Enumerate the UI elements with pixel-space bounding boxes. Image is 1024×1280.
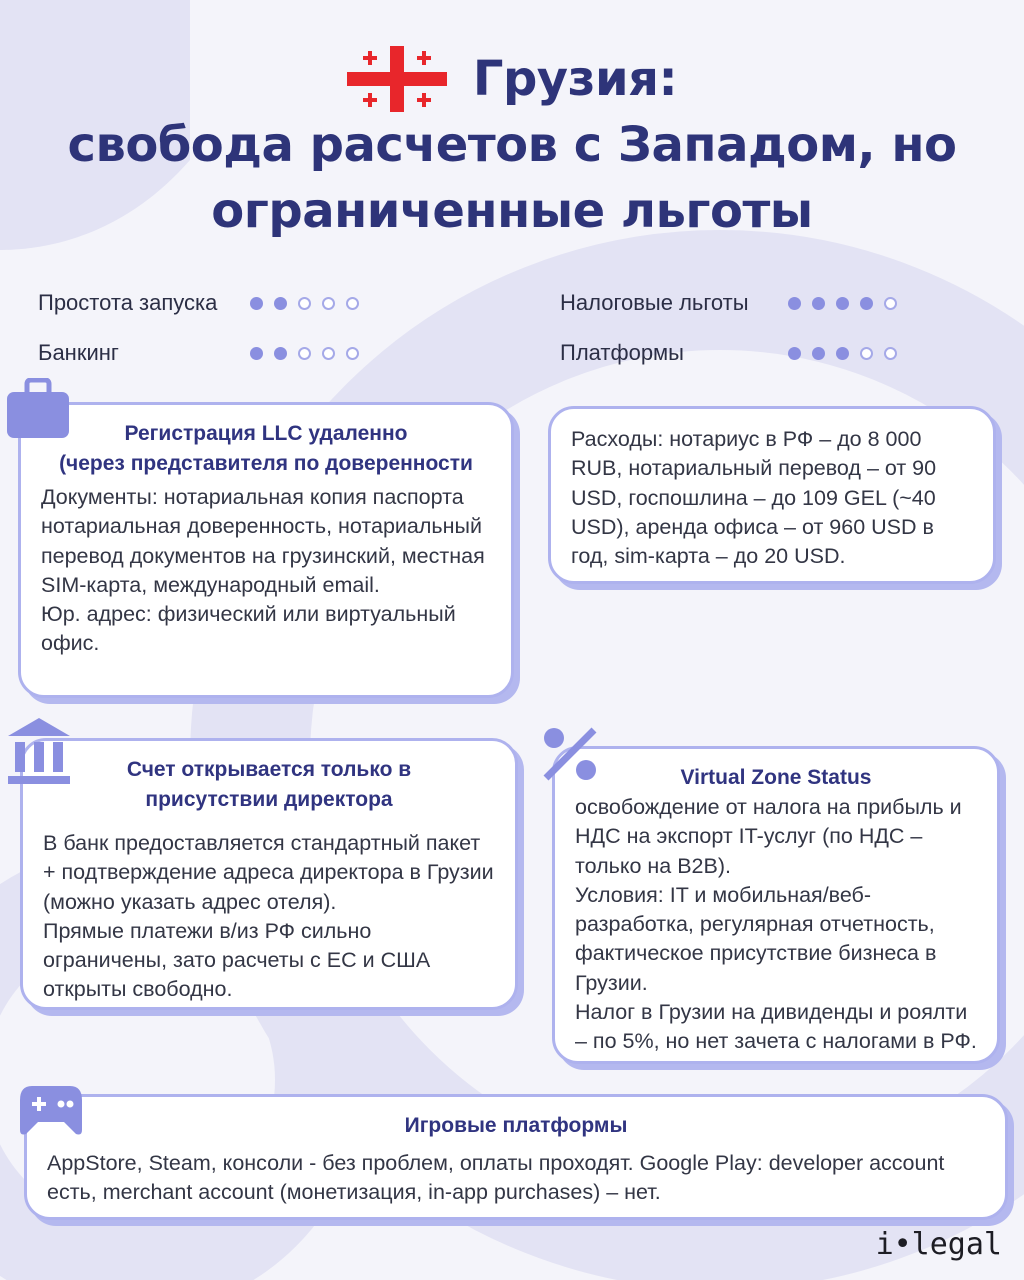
title-line-1: Грузия: [472,51,678,107]
title-line-3: ограниченные льготы [211,183,813,239]
rating-dot-filled [250,297,263,310]
gaming-title: Игровые платформы [404,1114,628,1137]
rating-label: Банкинг [38,340,119,365]
rating-dot-empty [884,347,897,360]
rating-label: Налоговые льготы [560,290,749,315]
bank-text-1: В банк предоставляется стандартный пакет + подтверждение адреса директора в Грузии (можно указать адрес отеля). [43,831,494,914]
rating-dot-filled [250,347,263,360]
gamepad-icon [18,1082,84,1138]
rating-dot-filled [860,297,873,310]
rating-dots [788,347,897,360]
registration-title [41,419,491,479]
registration-title-line1: Регистрация LLC удаленно [124,422,408,445]
page-title [0,46,1024,244]
rating-dot-empty [346,347,359,360]
rating-dot-filled [812,297,825,310]
bank-card [20,738,518,1010]
rating-dots [250,347,359,360]
virtual-zone-card [552,746,1000,1064]
virtual-zone-title: Virtual Zone Status [680,766,872,789]
costs-text: Расходы: нотариус в РФ – до 8 000 RUB, нотариальный перевод – от 90 USD, госпошлина – до 109 GEL (~40 USD), аренда офиса – от 960 USD в год, sim-карта – до 20 USD. [571,427,937,569]
costs-card [548,406,996,584]
rating-banking [38,340,359,366]
ilegal-logo: i•legal [875,1227,1002,1262]
gaming-card [24,1094,1008,1220]
rating-dot-empty [322,347,335,360]
georgia-flag-icon [347,46,447,112]
rating-dot-empty [298,347,311,360]
percent-icon [540,724,600,784]
bank-title [43,755,495,815]
rating-dot-empty [322,297,335,310]
rating-dot-empty [860,347,873,360]
rating-dot-filled [274,347,287,360]
rating-dots [250,297,359,310]
virtual-zone-text-3: Налог в Грузии на дивиденды и роялти – по 5%, но нет зачета с налогами в РФ. [575,1000,977,1054]
rating-tax-benefits [560,290,897,316]
rating-dot-filled [274,297,287,310]
registration-card [18,402,514,698]
registration-title-line2: (через представителя по доверенности [59,452,473,475]
rating-dots [788,297,897,310]
bank-text-2: Прямые платежи в/из РФ сильно ограничены, зато расчеты с ЕС и США открыты свободно. [43,918,431,1002]
virtual-zone-text-1: освобождение от налога на прибыль и НДС на экспорт IT-услуг (по НДС – только на B2B). [575,795,962,878]
rating-dot-filled [812,347,825,360]
rating-dot-filled [836,297,849,310]
rating-label: Платформы [560,340,684,365]
registration-documents: Документы: нотариальная копия паспорта нотариальная доверенность, нотариальный перевод документов на грузинский, местная SIM-карта, международный email. [41,485,485,597]
bank-title-line2: присутствии директора [145,788,393,811]
rating-launch-ease [38,290,359,316]
rating-dot-empty [884,297,897,310]
title-line-2: свобода расчетов с Западом, но [67,117,957,173]
rating-label: Простота запуска [38,290,218,315]
bank-icon [6,716,72,786]
virtual-zone-text-2: Условия: IT и мобильная/веб-разработка, регулярная отчетность, фактическое присутствие бизнеса в Грузии. [575,882,937,995]
rating-platforms [560,340,897,366]
briefcase-icon [5,378,71,440]
rating-dot-filled [788,347,801,360]
rating-dot-filled [788,297,801,310]
rating-dot-empty [346,297,359,310]
registration-address: Юр. адрес: физический или виртуальный офис. [41,602,456,656]
rating-dot-empty [298,297,311,310]
gaming-text: AppStore, Steam, консоли - без проблем, оплаты проходят. Google Play: developer account есть, merchant account (монетизация, in-app purchases) – нет. [47,1151,945,1205]
bank-title-line1: Счет открывается только в [126,758,412,781]
rating-dot-filled [836,347,849,360]
